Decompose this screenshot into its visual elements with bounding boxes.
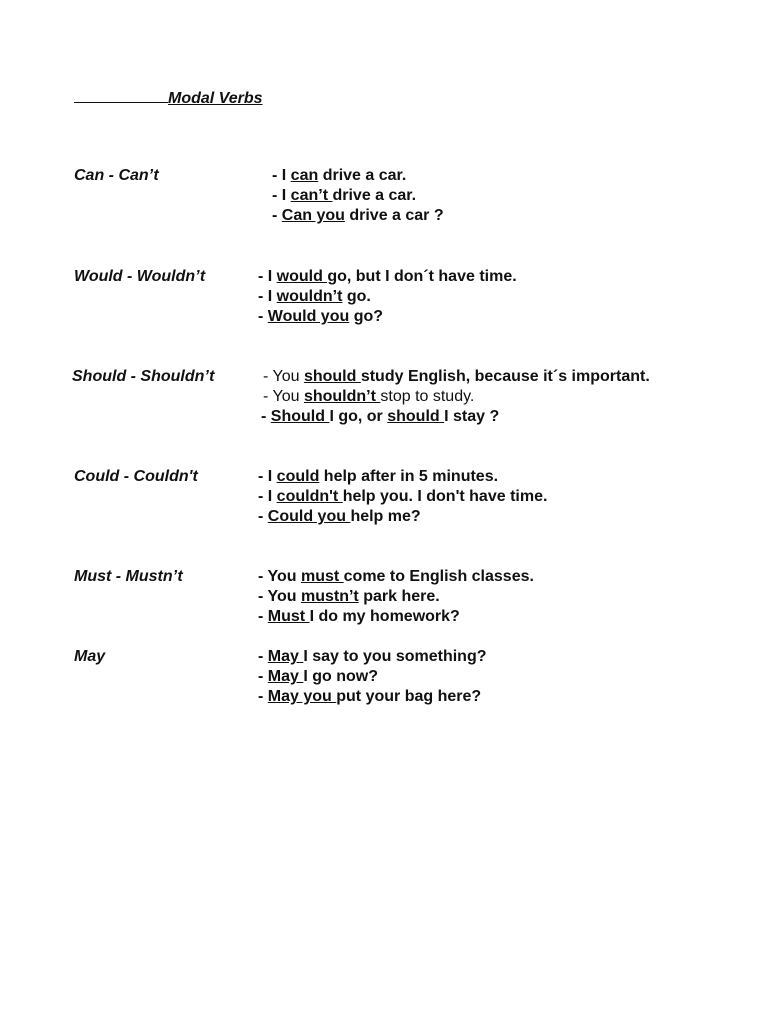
sentence-could-1: - I could help after in 5 minutes.: [258, 468, 499, 485]
section-label-must: Must - Mustn’t: [74, 568, 183, 585]
section-label-can: Can - Can’t: [74, 167, 159, 184]
sentence-may-2: - May I go now?: [258, 668, 379, 685]
section-label-may: May: [74, 648, 106, 665]
sentence-would-1: - I would go, but I don´t have time.: [258, 268, 517, 285]
sentence-should-1: - You should study English, because it´s important.: [263, 368, 650, 385]
sentence-can-3: - Can you drive a car ?: [272, 207, 444, 224]
section-label-could: Could - Couldn't: [74, 468, 198, 485]
section-label-would: Would - Wouldn’t: [74, 268, 206, 285]
sentence-could-2: - I couldn't help you. I don't have time.: [258, 488, 548, 505]
title-underline-rule: [74, 88, 168, 103]
sentence-must-1: - You must come to English classes.: [258, 568, 534, 585]
sentence-must-2: - You mustn’t park here.: [258, 588, 440, 605]
sentence-may-1: - May I say to you something?: [258, 648, 487, 665]
sentence-would-2: - I wouldn’t go.: [258, 288, 371, 305]
sentence-should-3: - Should I go, or should I stay ?: [261, 408, 500, 425]
sentence-would-3: - Would you go?: [258, 308, 384, 325]
sentence-can-1: - I can drive a car.: [272, 167, 407, 184]
section-label-should: Should - Shouldn’t: [72, 368, 215, 385]
sentence-can-2: - I can’t drive a car.: [272, 187, 417, 204]
document-title: [74, 88, 263, 108]
sentence-may-3: - May you put your bag here?: [258, 688, 482, 705]
title-text: Modal Verbs: [168, 90, 263, 107]
sentence-must-3: - Must I do my homework?: [258, 608, 460, 625]
sentence-could-3: - Could you help me?: [258, 508, 421, 525]
sentence-should-2: - You shouldn’t stop to study.: [263, 388, 475, 405]
